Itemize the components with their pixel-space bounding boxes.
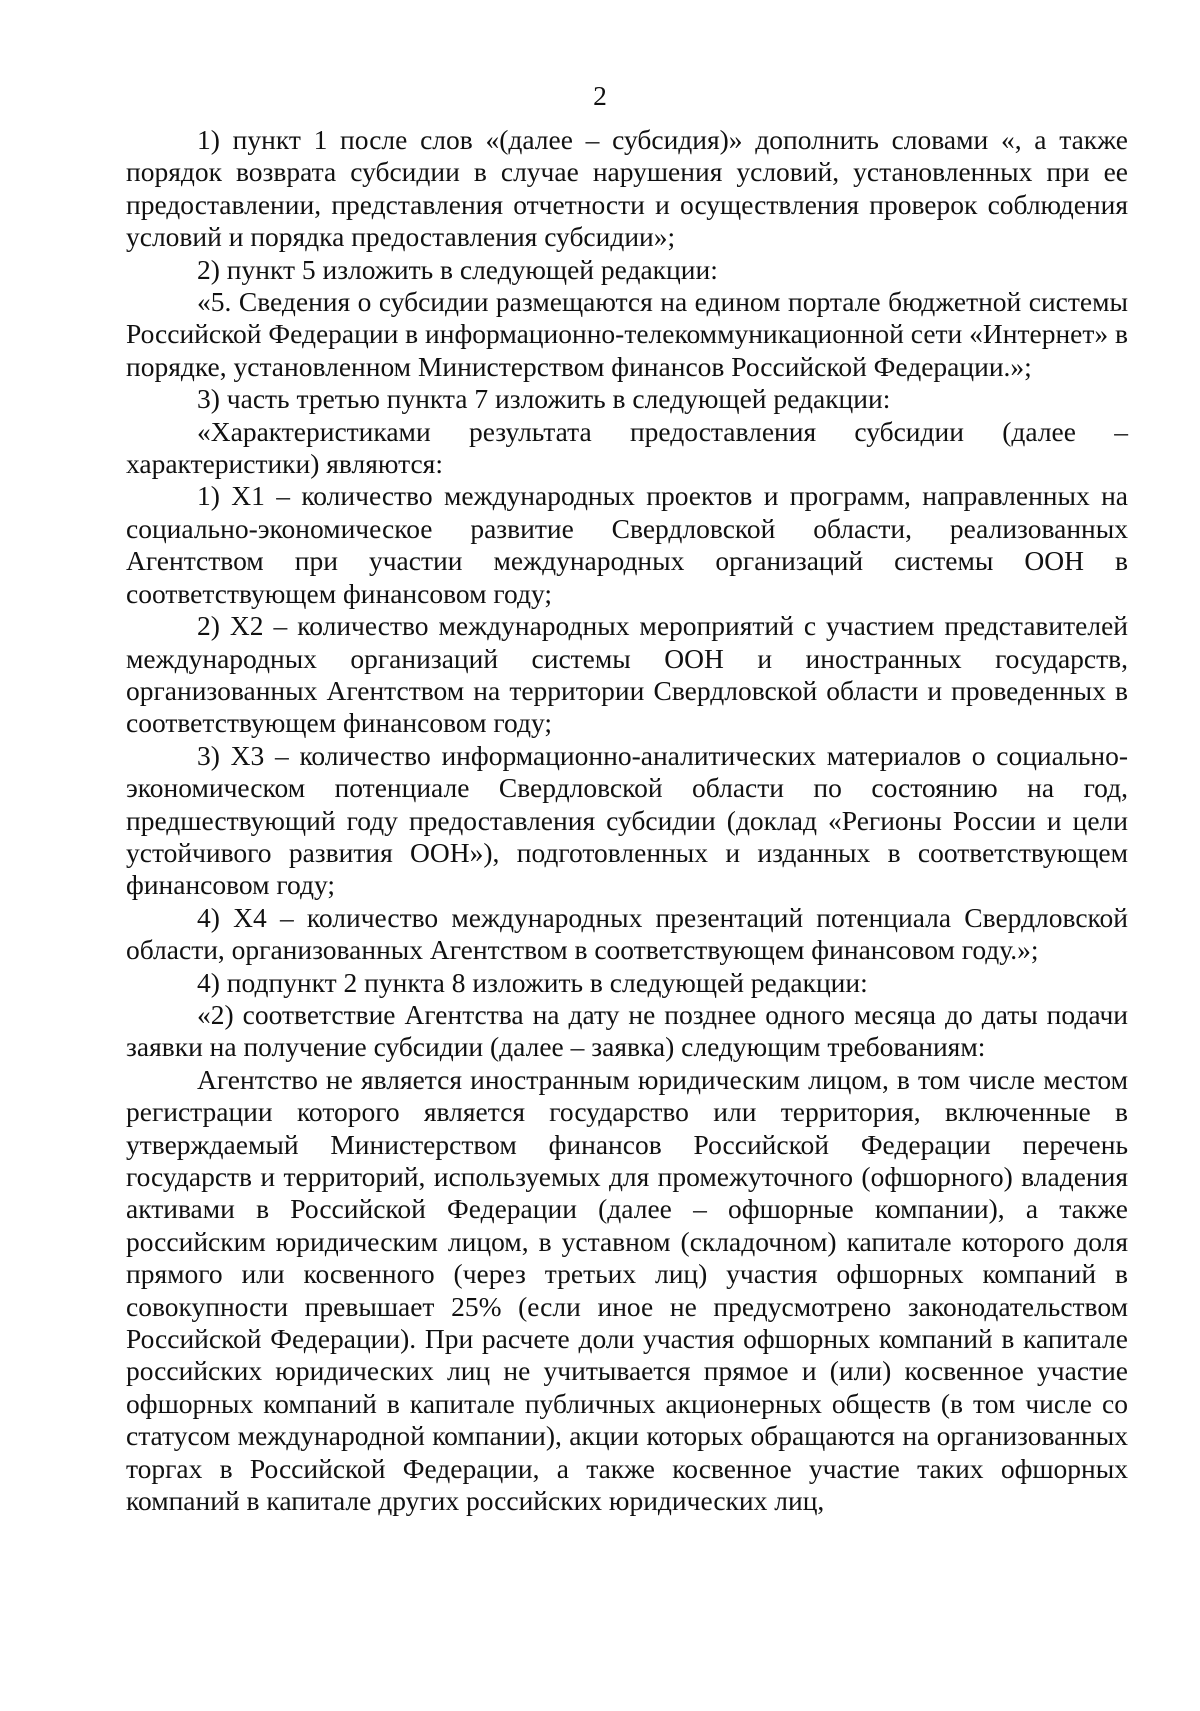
paragraph-amendment-2: 2) пункт 5 изложить в следующей редакции:	[197, 253, 718, 285]
paragraph-offshore-requirement: Агентство не является иностранным юридическим лицом, в том числе местом регистрации которого является государство или территория, включенные в утверждаемый Министерством финансов Российской Федерации перечень государств и территорий, используемых для промежуточного (офшорного) владения активами в Российской Федерации (далее – офшорные компании), а также российским юридическим лицом, в уставном (складочном) капитале которого доля прямого или косвенного (через третьих лиц) участия офшорных компаний в совокупности превышает 25% (если иное не предусмотрено законодательством Российской Федерации). При расчете доли участия офшорных компаний в капитале российских юридических лиц не учитывается прямое и (или) косвенное участие офшорных компаний в капитале публичных акционерных обществ (в том числе со статусом международной компании), акции которых обращаются на организованных торгах в Российской Федерации, а также косвенное участие таких офшорных компаний в капитале других российских юридических лиц,	[126, 1063, 1128, 1517]
paragraph-amendment-1: 1) пункт 1 после слов «(далее – субсидия)» дополнить словами «, а также порядок возврата субсидии в случае нарушения условий, установленных при ее предоставлении, представления отчетности и осуществления проверок соблюдения условий и порядка предоставления субсидии»;	[126, 124, 1128, 253]
paragraph-characteristic-x3: 3) X3 – количество информационно-аналитических материалов о социально-экономическом потенциале Свердловской области по состоянию на год, предшествующий году предоставления субсидии (доклад «Регионы России и цели устойчивого развития ООН»), подготовленных и изданных в соответствующем финансовом году;	[126, 739, 1128, 901]
document-body	[126, 124, 1128, 1517]
paragraph-amendment-3: 3) часть третью пункта 7 изложить в следующей редакции:	[197, 383, 891, 415]
page-number: 2	[593, 80, 607, 111]
paragraph-requirements-intro: «2) соответствие Агентства на дату не позднее одного месяца до даты подачи заявки на получение субсидии (далее – заявка) следующим требованиям:	[126, 998, 1128, 1063]
paragraph-amendment-4: 4) подпункт 2 пункта 8 изложить в следующей редакции:	[197, 966, 868, 998]
paragraph-characteristic-x4: 4) X4 – количество международных презентаций потенциала Свердловской области, организованных Агентством в соответствующем финансовом году.»;	[126, 901, 1128, 966]
paragraph-characteristic-x1: 1) X1 – количество международных проектов и программ, направленных на социально-экономическое развитие Свердловской области, реализованных Агентством при участии международных организаций системы ООН в соответствующем финансовом году;	[126, 480, 1128, 609]
paragraph-characteristic-x2: 2) X2 – количество международных мероприятий с участием представителей международных организаций системы ООН и иностранных государств, организованных Агентством на территории Свердловской области и проведенных в соответствующем финансовом году;	[126, 610, 1128, 739]
paragraph-clause-5-text: «5. Сведения о субсидии размещаются на едином портале бюджетной системы Российской Федерации в информационно-телекоммуникационной сети «Интернет» в порядке, установленном Министерством финансов Российской Федерации.»;	[126, 286, 1128, 382]
paragraph-characteristics-intro: «Характеристиками результата предоставления субсидии (далее – характеристики) являются:	[126, 415, 1128, 480]
